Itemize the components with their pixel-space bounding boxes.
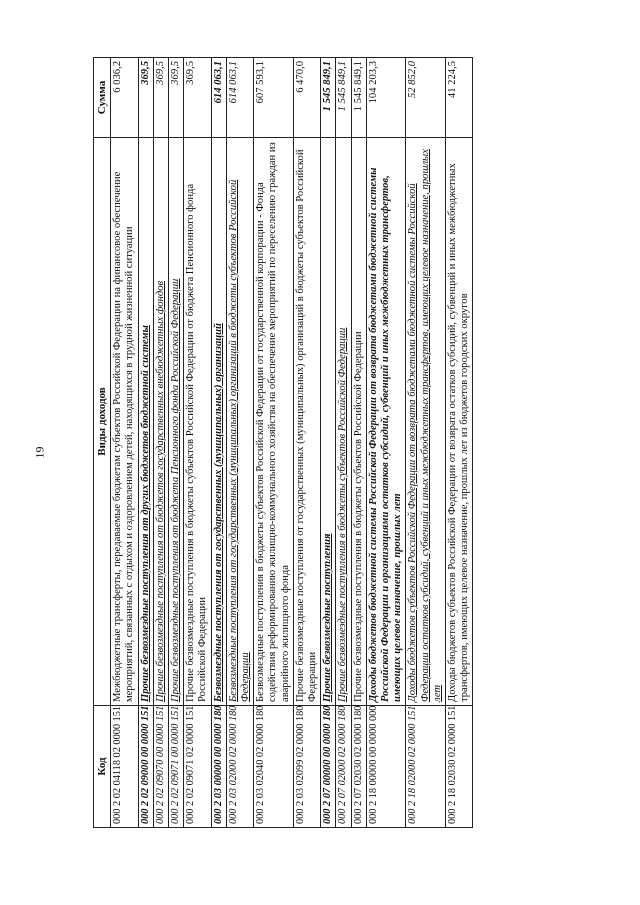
header-code: Код: [94, 706, 111, 828]
table-row: [446, 58, 473, 828]
cell-sum: 52 852,0: [406, 58, 446, 138]
cell-code: 000 2 07 02000 02 0000 180: [336, 706, 351, 828]
cell-code: 000 2 18 02030 02 0000 151: [446, 706, 473, 828]
cell-sum: 104 203,3: [366, 58, 406, 138]
cell-name: Доходы бюджетов субъектов Российской Федерации от возврата остатков субсидий, субвенций и иных межбюджетных трансфертов, имеющих целевое назначение, прошлых лет из бюджетов городских округов: [446, 138, 473, 706]
cell-name: Прочие безвозмездные поступления от государственных (муниципальных) организаций в бюджеты субъектов Российской Федерации: [293, 138, 320, 706]
cell-name: Прочие безвозмездные поступления: [321, 138, 336, 706]
table-header-row: [94, 58, 111, 828]
cell-sum: 369,5: [169, 58, 184, 138]
rotated-table-container: [93, 58, 543, 828]
table-row: [169, 58, 184, 828]
cell-code: 000 2 03 02040 02 0000 180: [254, 706, 294, 828]
cell-sum: 614 063,1: [226, 58, 253, 138]
cell-sum: 614 063,1: [211, 58, 226, 138]
table-row: [293, 58, 320, 828]
cell-code: 000 2 02 09070 00 0000 151: [153, 706, 168, 828]
cell-name: Безвозмездные поступления в бюджеты субъектов Российской Федерации от государственной корпорации - Фонда содействия реформированию жилищно-коммунального хозяйства на обеспечение мероприятий по переселению граждан из аварийного жилищного фонда: [254, 138, 294, 706]
table-row: [321, 58, 336, 828]
cell-sum: 607 593,1: [254, 58, 294, 138]
cell-name: Прочие безвозмездные поступления от бюджетов государственных внебюджетных фондов: [153, 138, 168, 706]
cell-code: 000 2 18 02000 02 0000 151: [406, 706, 446, 828]
revenue-table: [93, 57, 473, 828]
cell-sum: 6 470,0: [293, 58, 320, 138]
cell-name: Прочие безвозмездные поступления в бюджеты субъектов Российской Федерации: [351, 138, 366, 706]
cell-name: Безвозмездные поступления от государственных (муниципальных) организаций в бюджеты субъектов Российской Федерации: [226, 138, 253, 706]
cell-sum: 6 036,2: [111, 58, 138, 138]
cell-code: 000 2 03 00000 00 0000 180: [211, 706, 226, 828]
page-number: 19: [32, 446, 47, 459]
cell-code: 000 2 07 00000 00 0000 180: [321, 706, 336, 828]
cell-code: 000 2 02 09071 02 0000 151: [184, 706, 211, 828]
table-row: [153, 58, 168, 828]
table-row: [226, 58, 253, 828]
table-row: [184, 58, 211, 828]
table-row: [211, 58, 226, 828]
cell-code: 000 2 03 02099 02 0000 180: [293, 706, 320, 828]
cell-code: 000 2 02 09071 00 0000 151: [169, 706, 184, 828]
table-row: [254, 58, 294, 828]
cell-sum: 369,5: [138, 58, 153, 138]
cell-name: Межбюджетные трансферты, передаваемые бюджетам субъектов Российской Федерации на финансовое обеспечение мероприятий, связанных с отдыхом и оздоровлением детей, находящихся в трудной жизненной ситуации: [111, 138, 138, 706]
cell-name: Прочие безвозмездные поступления в бюджеты субъектов Российской Федерации от бюджета Пенсионного фонда Российской Федерации: [184, 138, 211, 706]
table-row: [366, 58, 406, 828]
table-row: [406, 58, 446, 828]
cell-sum: 1 545 849,1: [321, 58, 336, 138]
cell-name: Доходы бюджетов субъектов Российской Федерации от возврата бюджетами бюджетной системы Российской Федерации остатков субсидий, субвенций и иных межбюджетных трансфертов, имеющих целевое назначение, прошлых лет: [406, 138, 446, 706]
cell-name: Доходы бюджетов бюджетной системы Российской Федерации от возврата бюджетами бюджетной системы Российской Федерации и организациями остатков субсидий, субвенций и иных межбюджетных трансфертов, имеющих целевое назначение, прошлых лет: [366, 138, 406, 706]
cell-name: Безвозмездные поступления от государственных (муниципальных) организаций: [211, 138, 226, 706]
cell-name: Прочие безвозмездные поступления от бюджета Пенсионного фонда Российской Федерации: [169, 138, 184, 706]
cell-name: Прочие безвозмездные поступления в бюджеты субъектов Российской Федерации: [336, 138, 351, 706]
table-row: [111, 58, 138, 828]
header-sum: Сумма: [94, 58, 111, 138]
table-row: [138, 58, 153, 828]
cell-name: Прочие безвозмездные поступления от других бюджетов бюджетной системы: [138, 138, 153, 706]
cell-sum: 1 545 849,1: [351, 58, 366, 138]
header-name: Виды доходов: [94, 138, 111, 706]
cell-sum: 369,5: [184, 58, 211, 138]
cell-code: 000 2 18 00000 00 0000 000: [366, 706, 406, 828]
cell-sum: 41 224,5: [446, 58, 473, 138]
table-body: [111, 58, 473, 828]
table-row: [336, 58, 351, 828]
cell-code: 000 2 02 09000 00 0000 151: [138, 706, 153, 828]
cell-sum: 1 545 849,1: [336, 58, 351, 138]
cell-code: 000 2 07 02030 02 0000 180: [351, 706, 366, 828]
cell-code: 000 2 03 02000 02 0000 180: [226, 706, 253, 828]
table-row: [351, 58, 366, 828]
cell-sum: 369,5: [153, 58, 168, 138]
cell-code: 000 2 02 04118 02 0000 151: [111, 706, 138, 828]
